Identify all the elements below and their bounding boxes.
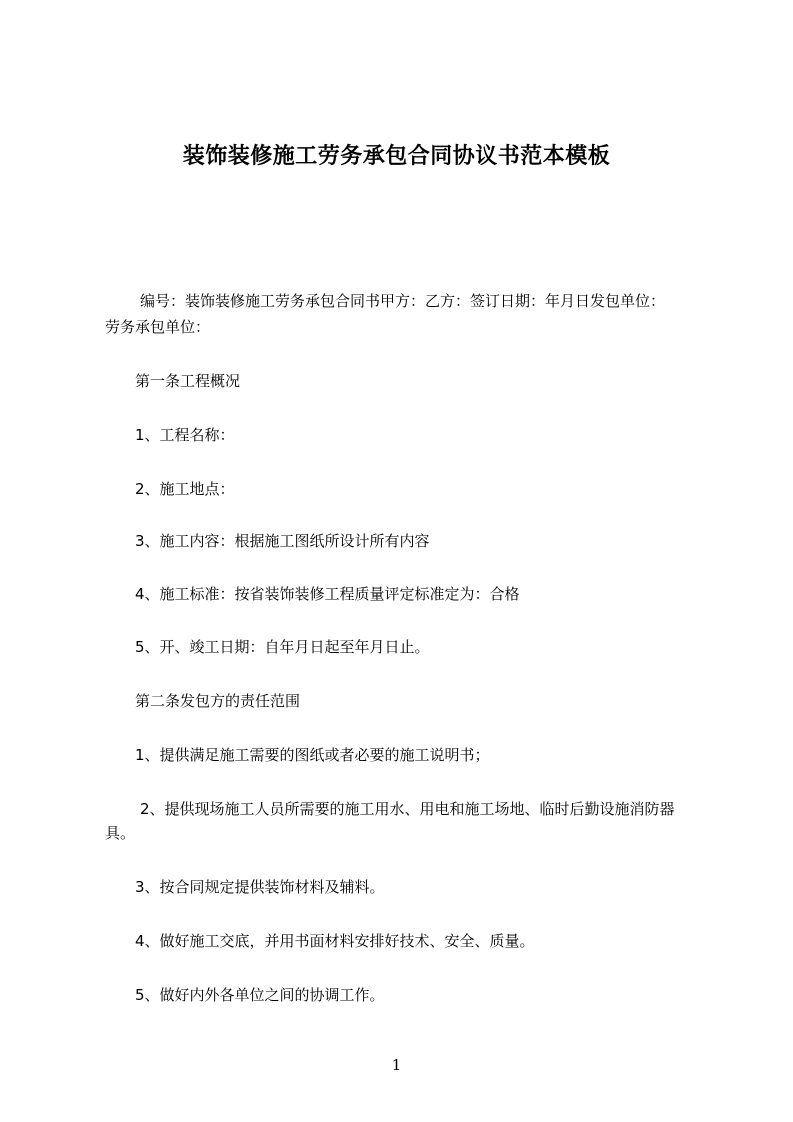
article-2-item-3: 3、按合同规定提供装饰材料及辅料。 — [135, 878, 385, 896]
article-1-item-1: 1、工程名称： — [135, 426, 235, 444]
article-2-heading: 第二条发包方的责任范围 — [135, 692, 301, 710]
intro-line-1: 编号：装饰装修施工劳务承包合同书甲方：乙方：签订日期：年月日发包单位： — [140, 292, 666, 310]
article-2-item-4: 4、做好施工交底，并用书面材料安排好技术、安全、质量。 — [135, 932, 535, 950]
article-2-item-1: 1、提供满足施工需要的图纸或者必要的施工说明书； — [135, 746, 490, 764]
article-1-item-3: 3、施工内容：根据施工图纸所设计所有内容 — [135, 532, 430, 550]
article-2-item-2: 2、提供现场施工人员所需要的施工用水、用电和施工场地、临时后勤设施消防器 — [140, 800, 675, 818]
article-1-heading: 第一条工程概况 — [135, 372, 241, 390]
article-1-item-5: 5、开、竣工日期：自年月日起至年月日止。 — [135, 638, 430, 656]
page-number: 1 — [391, 1056, 402, 1074]
document-title: 装饰装修施工劳务承包合同协议书范本模板 — [182, 144, 611, 169]
article-2-item-2-continued: 具。 — [105, 824, 136, 842]
article-2-item-5: 5、做好内外各单位之间的协调工作。 — [135, 986, 385, 1004]
article-1-item-4: 4、施工标准：按省装饰装修工程质量评定标准定为：合格 — [135, 585, 520, 603]
article-1-item-2: 2、施工地点： — [135, 480, 235, 498]
intro-line-2: 劳务承包单位： — [105, 318, 211, 336]
